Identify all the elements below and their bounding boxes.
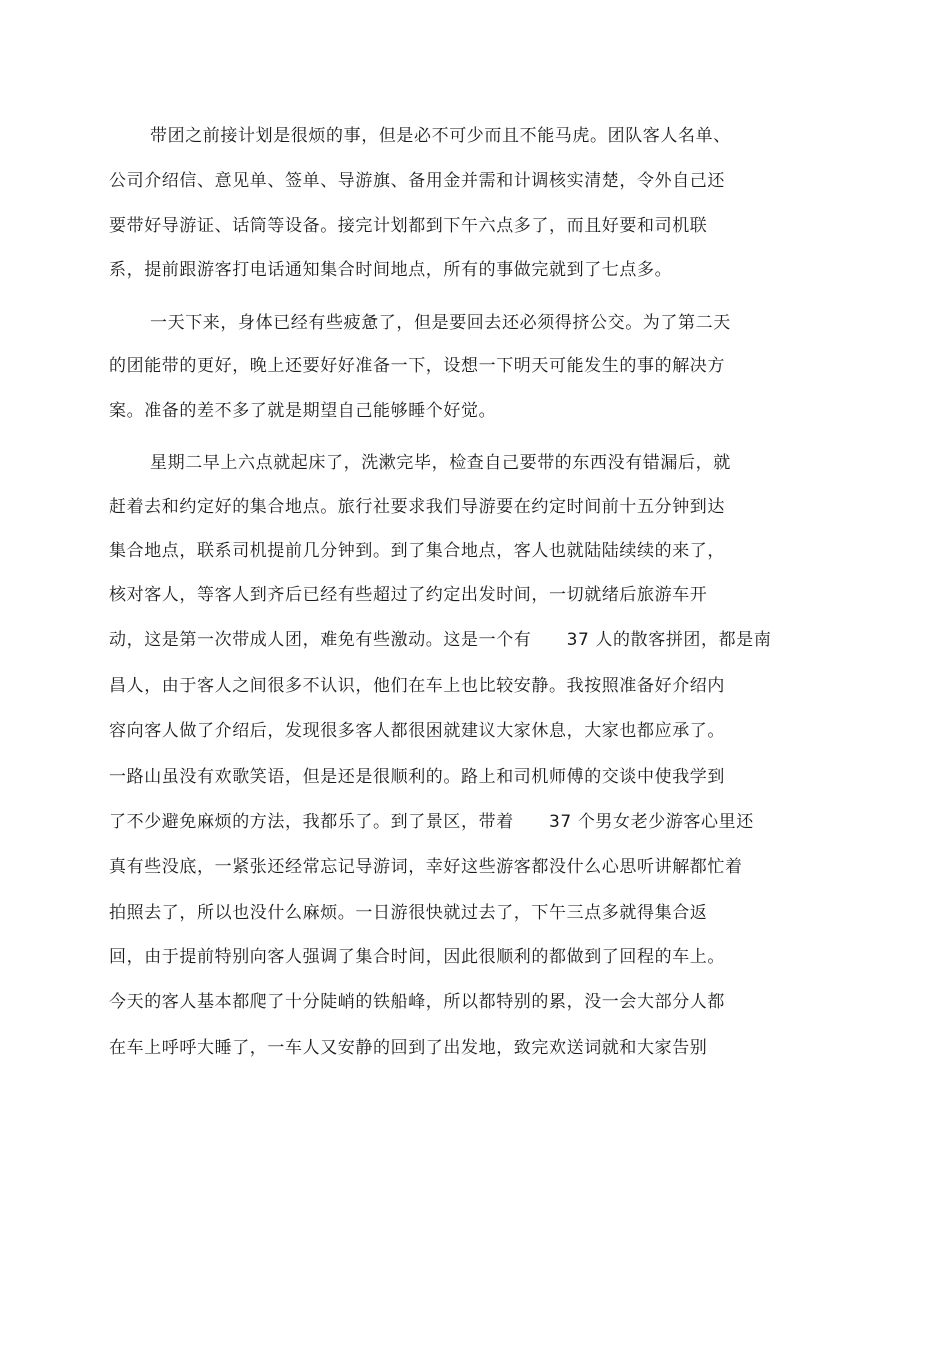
paragraph-3-line-14: 在车上呼呼大睡了，一车人又安静的回到了出发地，致完欢送词就和大家告别 [109,1038,708,1058]
paragraph-3-line-6: 昌人，由于客人之间很多不认识，他们在车上也比较安静。我按照准备好介绍内 [109,676,725,696]
paragraph-3-line-10: 真有些没底，一紧张还经常忘记导游词，幸好这些游客都没什么心思听讲解都忙着 [109,857,743,877]
paragraph-3-line-13: 今天的客人基本都爬了十分陡峭的铁船峰，所以都特别的累，没一会大部分人都 [109,992,725,1012]
paragraph-2-line-3: 案。准备的差不多了就是期望自己能够睡个好觉。 [109,401,497,421]
paragraph-1-line-2: 公司介绍信、意见单、签单、导游旗、备用金并需和计调核实清楚，令外自己还 [109,171,725,191]
paragraph-3-line-3: 集合地点，联系司机提前几分钟到。到了集合地点，客人也就陆陆续续的来了， [109,541,725,561]
paragraph-2-line-1: 一天下来，身体已经有些疲惫了，但是要回去还必须得挤公交。为了第二天 [150,313,731,333]
paragraph-2-line-2: 的团能带的更好，晚上还要好好准备一下，设想一下明天可能发生的事的解决方 [109,356,725,376]
paragraph-1-line-4: 系，提前跟游客打电话通知集合时间地点，所有的事做完就到了七点多。 [109,260,673,280]
paragraph-3-line-5: 动，这是第一次带成人团，难免有些激动。这是一个有 37 人的散客拼团，都是南 [109,630,772,650]
paragraph-1-line-1: 带团之前接计划是很烦的事，但是必不可少而且不能马虎。团队客人名单、 [150,126,731,146]
paragraph-3-line-11: 拍照去了，所以也没什么麻烦。一日游很快就过去了，下午三点多就得集合返 [109,903,708,923]
paragraph-3-line-7: 容向客人做了介绍后，发现很多客人都很困就建议大家休息，大家也都应承了。 [109,721,725,741]
paragraph-3-line-8: 一路山虽没有欢歌笑语，但是还是很顺利的。路上和司机师傅的交谈中使我学到 [109,767,725,787]
paragraph-3-line-1: 星期二早上六点就起床了，洗漱完毕，检查自己要带的东西没有错漏后，就 [150,453,731,473]
paragraph-3-line-4: 核对客人，等客人到齐后已经有些超过了约定出发时间，一切就绪后旅游车开 [109,585,708,605]
paragraph-3-line-9: 了不少避免麻烦的方法，我都乐了。到了景区，带着 37 个男女老少游客心里还 [109,812,754,832]
paragraph-3-line-2: 赶着去和约定好的集合地点。旅行社要求我们导游要在约定时间前十五分钟到达 [109,497,725,517]
paragraph-1-line-3: 要带好导游证、话筒等设备。接完计划都到下午六点多了，而且好要和司机联 [109,216,708,236]
paragraph-3-line-12: 回，由于提前特别向客人强调了集合时间，因此很顺利的都做到了回程的车上。 [109,947,725,967]
